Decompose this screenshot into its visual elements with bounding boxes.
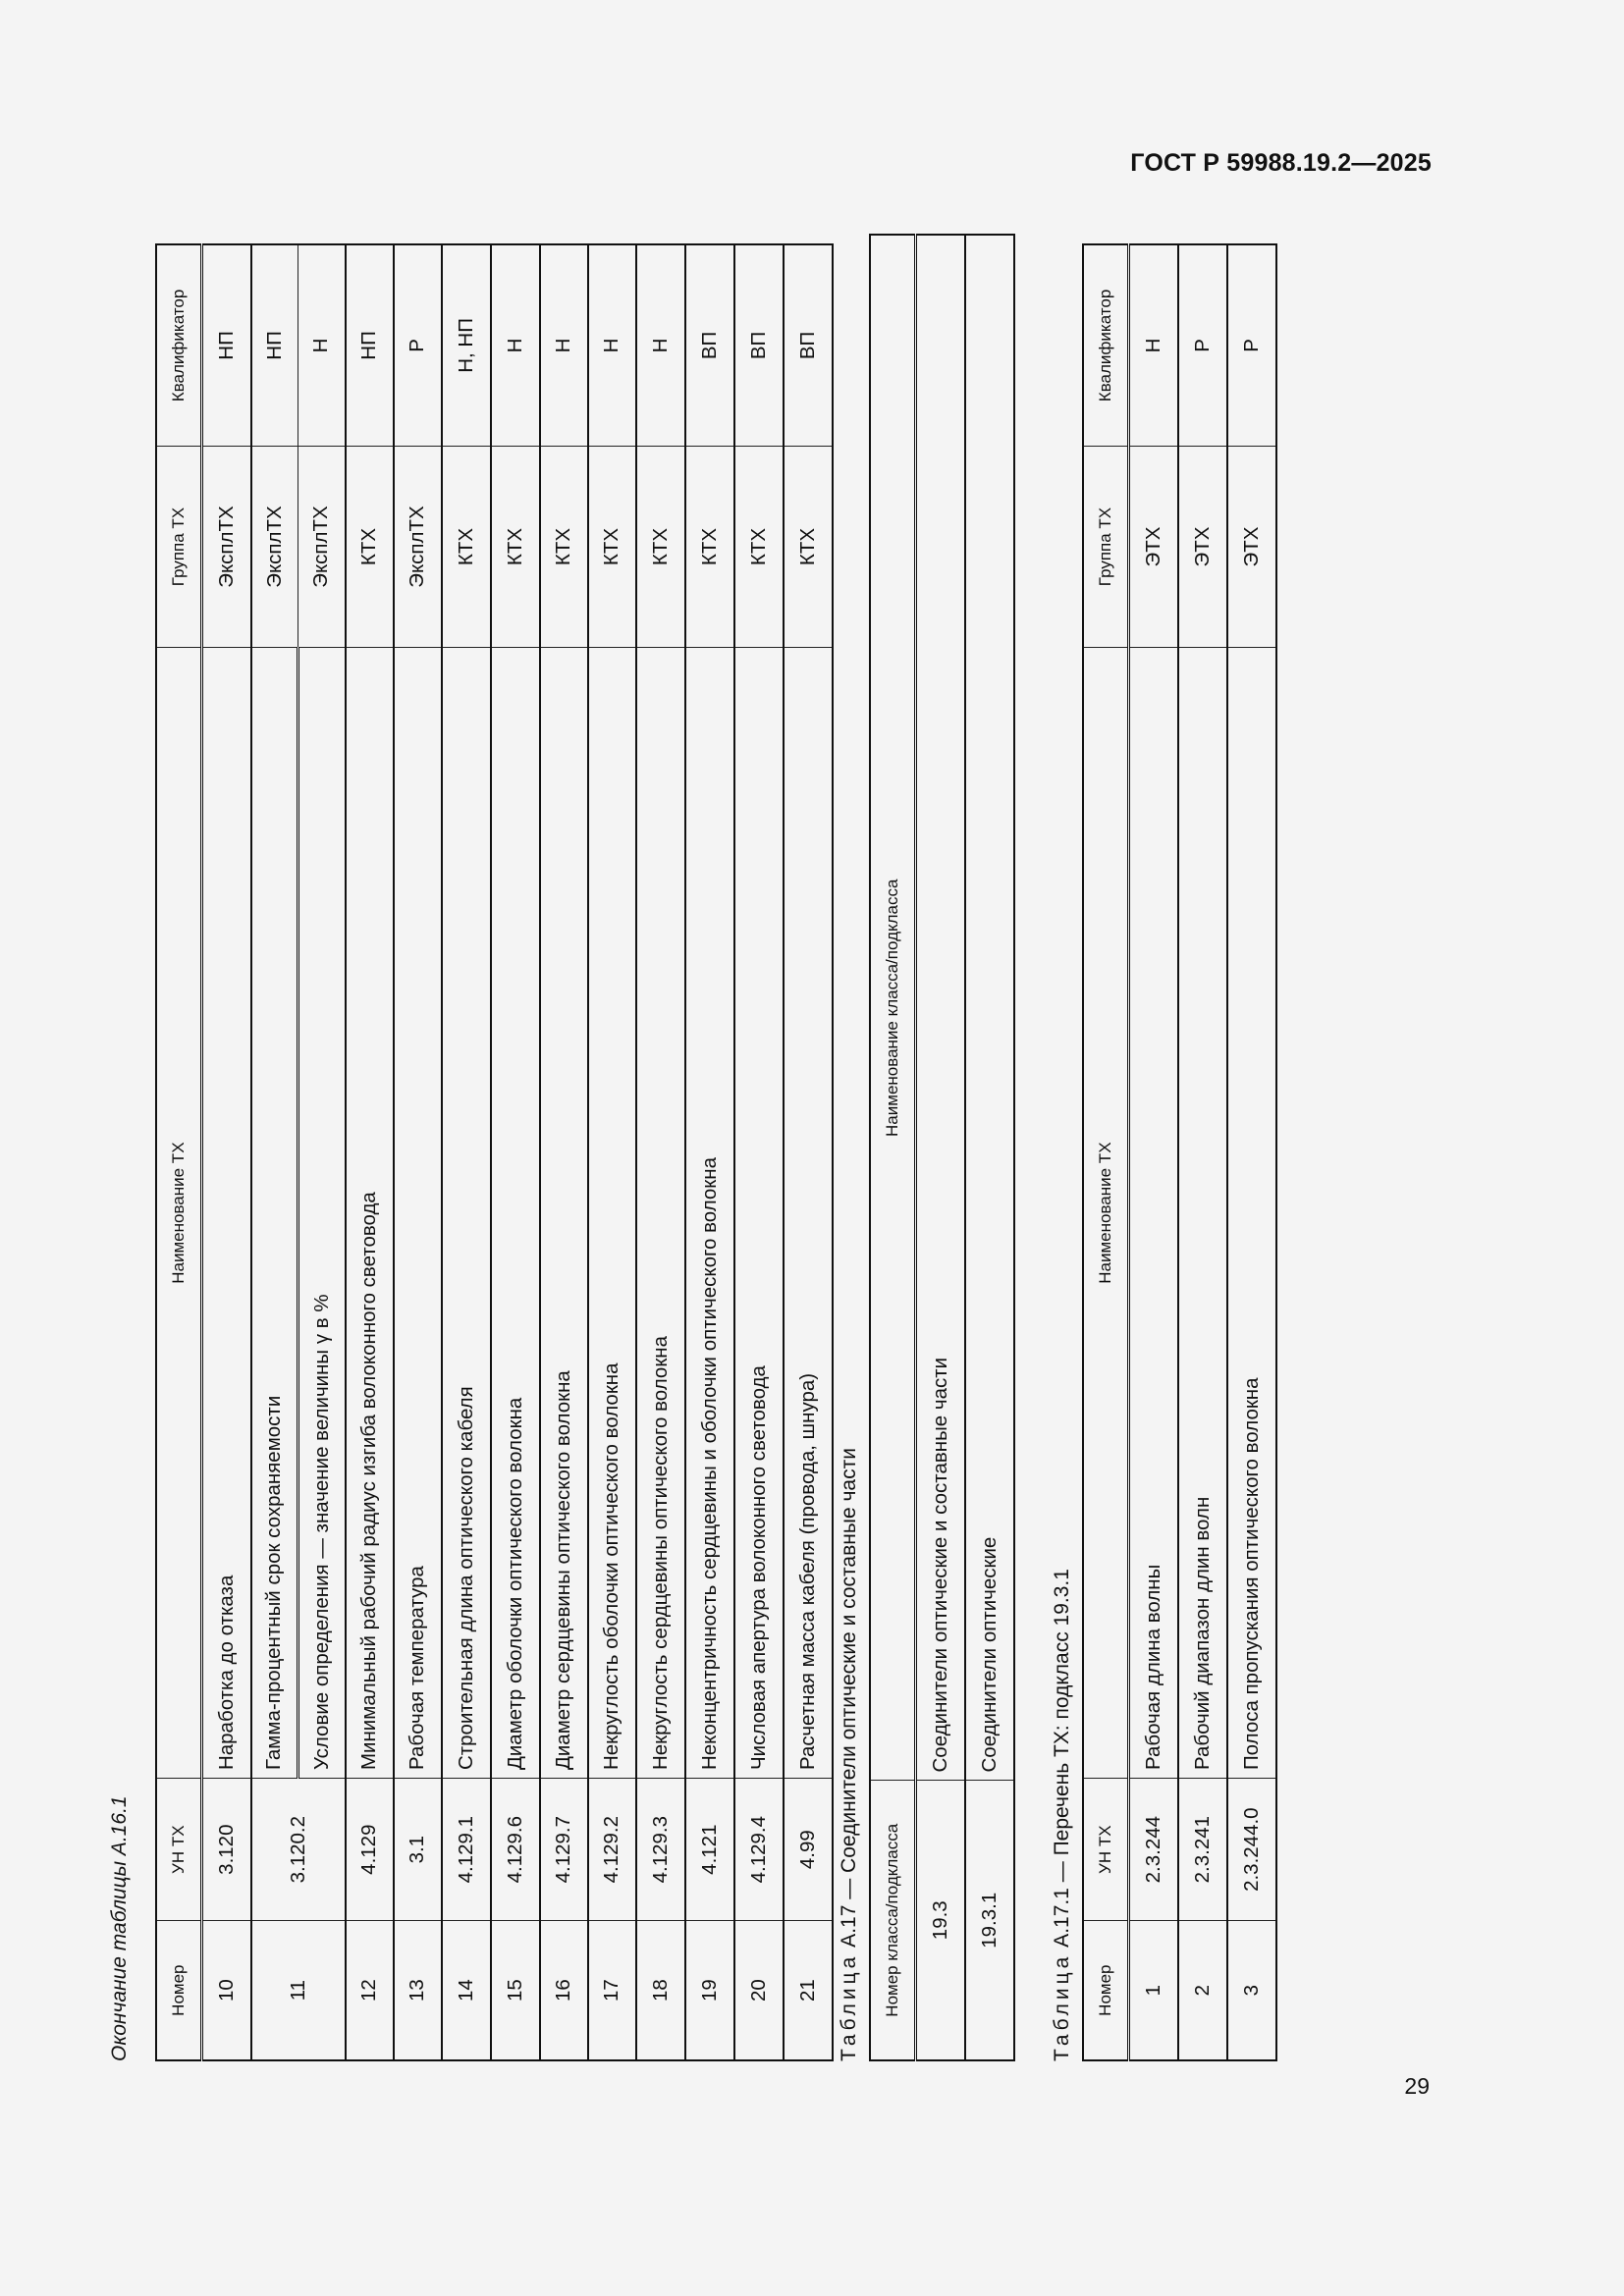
table-row: 12 4.129 Минимальный рабочий радиус изгиба волоконного световода КТХ НП bbox=[346, 244, 394, 2060]
caption-text: А.17.1 — Перечень ТХ: подкласс 19.3.1 bbox=[1051, 1569, 1073, 1948]
col-header-un: УН ТХ bbox=[1083, 1779, 1129, 1921]
table-a171-caption bbox=[1051, 1569, 1074, 2061]
col-header-group: Группа ТХ bbox=[156, 446, 202, 647]
table-a17-caption bbox=[838, 1448, 861, 2061]
col-header-class-number: Номер класса/подкласса bbox=[870, 1781, 916, 2060]
table-row: 18 4.129.3 Некруглость сердцевины оптического волокна КТХ Н bbox=[636, 244, 685, 2060]
table-row: Условие определения — значение величины γ в % ЭксплТХ Н bbox=[298, 244, 346, 2060]
table-row: 17 4.129.2 Некруглость оболочки оптического волокна КТХ Н bbox=[588, 244, 636, 2060]
table-a17 bbox=[869, 234, 1015, 2061]
col-header-name: Наименование ТХ bbox=[1083, 648, 1129, 1779]
col-header-group: Группа ТХ bbox=[1083, 446, 1129, 647]
table-row: 3 2.3.244.0 Полоса пропускания оптического волокна ЭТХ Р bbox=[1227, 244, 1276, 2060]
table-row: 20 4.129.4 Числовая апертура волоконного световода КТХ ВП bbox=[734, 244, 784, 2060]
page-number: 29 bbox=[1404, 2073, 1430, 2099]
col-header-class-name: Наименование класса/подкласса bbox=[870, 235, 916, 1781]
caption-prefix: Таблица bbox=[1051, 1952, 1073, 2061]
col-header-qualifier: Квалификатор bbox=[156, 244, 202, 446]
table-a16-caption: Окончание таблицы А.16.1 bbox=[108, 1795, 131, 2061]
table-a171 bbox=[1082, 243, 1277, 2061]
table-row: 10 3.120 Наработка до отказа ЭксплТХ НП bbox=[202, 244, 251, 2060]
caption-prefix: Таблица bbox=[838, 1952, 860, 2061]
table-row: 14 4.129.1 Строительная длина оптического кабеля КТХ Н, НП bbox=[442, 244, 491, 2060]
table-a16 bbox=[155, 243, 834, 2061]
table-row: 1 2.3.244 Рабочая длина волны ЭТХ Н bbox=[1129, 244, 1178, 2060]
table-row: 19.3 Соединители оптические и составные части bbox=[916, 235, 965, 2060]
table-row: 15 4.129.6 Диаметр оболочки оптического волокна КТХ Н bbox=[491, 244, 540, 2060]
rotated-content bbox=[108, 196, 1316, 2061]
table-row: 21 4.99 Расчетная масса кабеля (провода, шнура) КТХ ВП bbox=[784, 244, 833, 2060]
table-row: 2 2.3.241 Рабочий диапазон длин волн ЭТХ Р bbox=[1178, 244, 1227, 2060]
table-row: 13 3.1 Рабочая температура ЭксплТХ Р bbox=[394, 244, 442, 2060]
col-header-number: Номер bbox=[1083, 1921, 1129, 2060]
col-header-name: Наименование ТХ bbox=[156, 648, 202, 1779]
table-row: 19.3.1 Соединители оптические bbox=[965, 235, 1014, 2060]
caption-text: А.17 — Соединители оптические и составные части bbox=[838, 1448, 860, 1948]
table-row: 11 3.120.2 Гамма-процентный срок сохраняемости ЭксплТХ НП bbox=[251, 244, 298, 2060]
table-row: 16 4.129.7 Диаметр сердцевины оптического волокна КТХ Н bbox=[540, 244, 588, 2060]
col-header-qualifier: Квалификатор bbox=[1083, 244, 1129, 446]
col-header-un: УН ТХ bbox=[156, 1779, 202, 1921]
document-code: ГОСТ Р 59988.19.2—2025 bbox=[1130, 149, 1432, 177]
table-row: 19 4.121 Неконцентричность сердцевины и оболочки оптического волокна КТХ ВП bbox=[685, 244, 734, 2060]
col-header-number: Номер bbox=[156, 1921, 202, 2060]
